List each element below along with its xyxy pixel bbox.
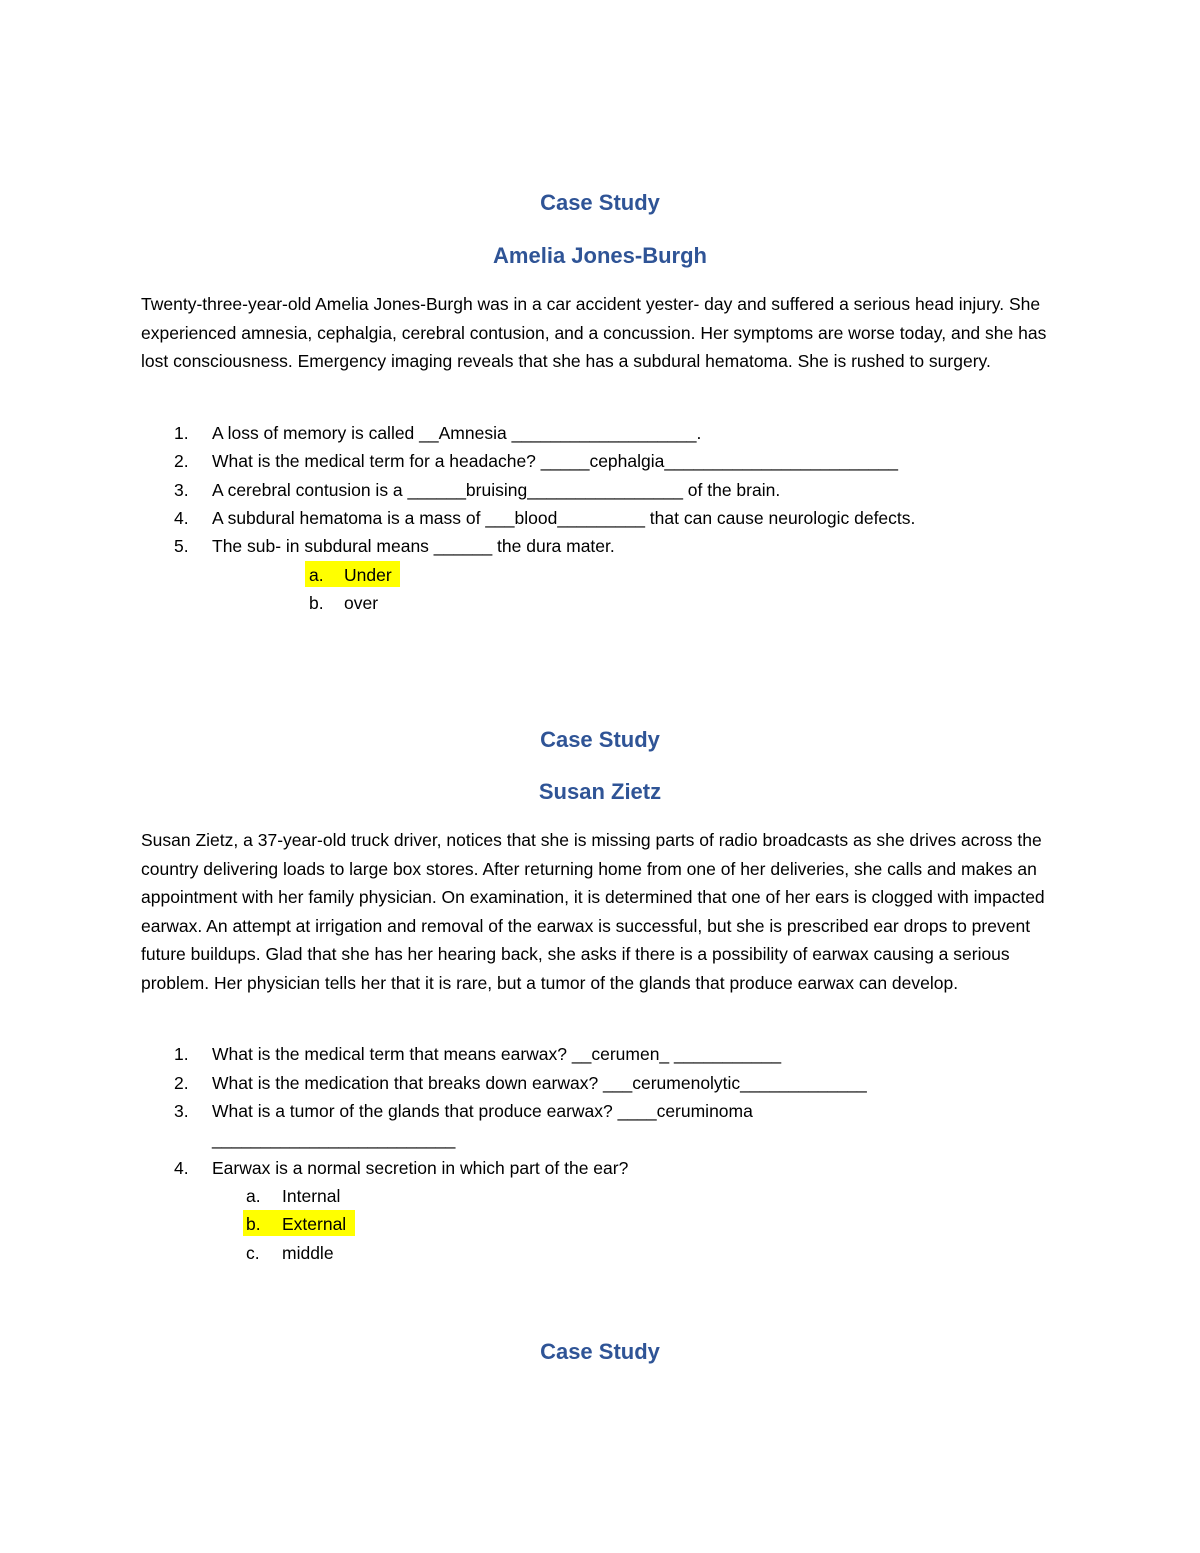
case-study-heading: Case Study (540, 1339, 660, 1364)
question-text: What is the medication that breaks down earwax? ___cerumenolytic_____________ (212, 1073, 867, 1093)
question-text: The sub- in subdural means ______ the dura mater. (212, 536, 615, 556)
option-text: over (344, 593, 379, 613)
question-text: What is the medical term that means earwax? __cerumen_ ___________ (212, 1044, 782, 1064)
question-text: A cerebral contusion is a ______bruising________________ of the brain. (212, 480, 781, 500)
question-number: 2. (174, 451, 189, 471)
question-number: 2. (174, 1073, 189, 1093)
case-paragraph: Susan Zietz, a 37-year-old truck driver, notices that she is missing parts of radio broadcasts as she drives across the country delivering loads to large box stores. After returning home from one of her deliveries, she calls and makes an appointment with her family physician. On examination, it is determined that one of her ears is clogged with impacted earwax. An attempt at irrigation and removal of the earwax is successful, but she is prescribed ear drops to prevent future buildups. Glad that she has her hearing back, she asks if there is a possibility of earwax causing a serious problem. Her physician tells her that it is rare, but a tumor of the glands that produce earwax can develop. (141, 830, 1045, 993)
question-number: 5. (174, 536, 189, 556)
patient-name-heading: Susan Zietz (538, 779, 662, 804)
option-label: c. (246, 1243, 260, 1263)
option-label: a. (246, 1186, 261, 1206)
answer-blank: _________________________ (212, 1129, 456, 1149)
case-study-heading: Case Study (540, 190, 660, 215)
question-text: A subdural hematoma is a mass of ___blood_________ that can cause neurologic defects. (212, 508, 916, 528)
question-number: 3. (174, 1101, 189, 1121)
option-text: External (282, 1214, 347, 1234)
question-number: 1. (174, 423, 189, 443)
question-text: What is a tumor of the glands that produce earwax? ____ceruminoma (212, 1101, 753, 1121)
option-label: b. (309, 593, 324, 613)
question-text: Earwax is a normal secretion in which part of the ear? (212, 1158, 629, 1178)
case-paragraph: Twenty-three-year-old Amelia Jones-Burgh was in a car accident yester- day and suffered a serious head injury. She experienced amnesia, cephalgia, cerebral contusion, and a concussion. Her symptoms are worse today, and she has lost consciousness. Emergency imaging reveals that she has a subdural hematoma. She is rushed to surgery. (141, 294, 1047, 371)
question-number: 4. (174, 508, 189, 528)
option-label: b. (246, 1214, 261, 1234)
option-text: Under (344, 565, 392, 585)
question-number: 4. (174, 1158, 189, 1178)
question-number: 1. (174, 1044, 189, 1064)
case-study-heading: Case Study (540, 727, 660, 752)
question-text: A loss of memory is called __Amnesia ___________________. (212, 423, 702, 443)
question-number: 3. (174, 480, 189, 500)
option-label: a. (309, 565, 324, 585)
option-text: Internal (282, 1186, 341, 1206)
question-text: What is the medical term for a headache? _____cephalgia________________________ (212, 451, 898, 471)
patient-name-heading: Amelia Jones-Burgh (493, 243, 707, 268)
option-text: middle (282, 1243, 334, 1263)
